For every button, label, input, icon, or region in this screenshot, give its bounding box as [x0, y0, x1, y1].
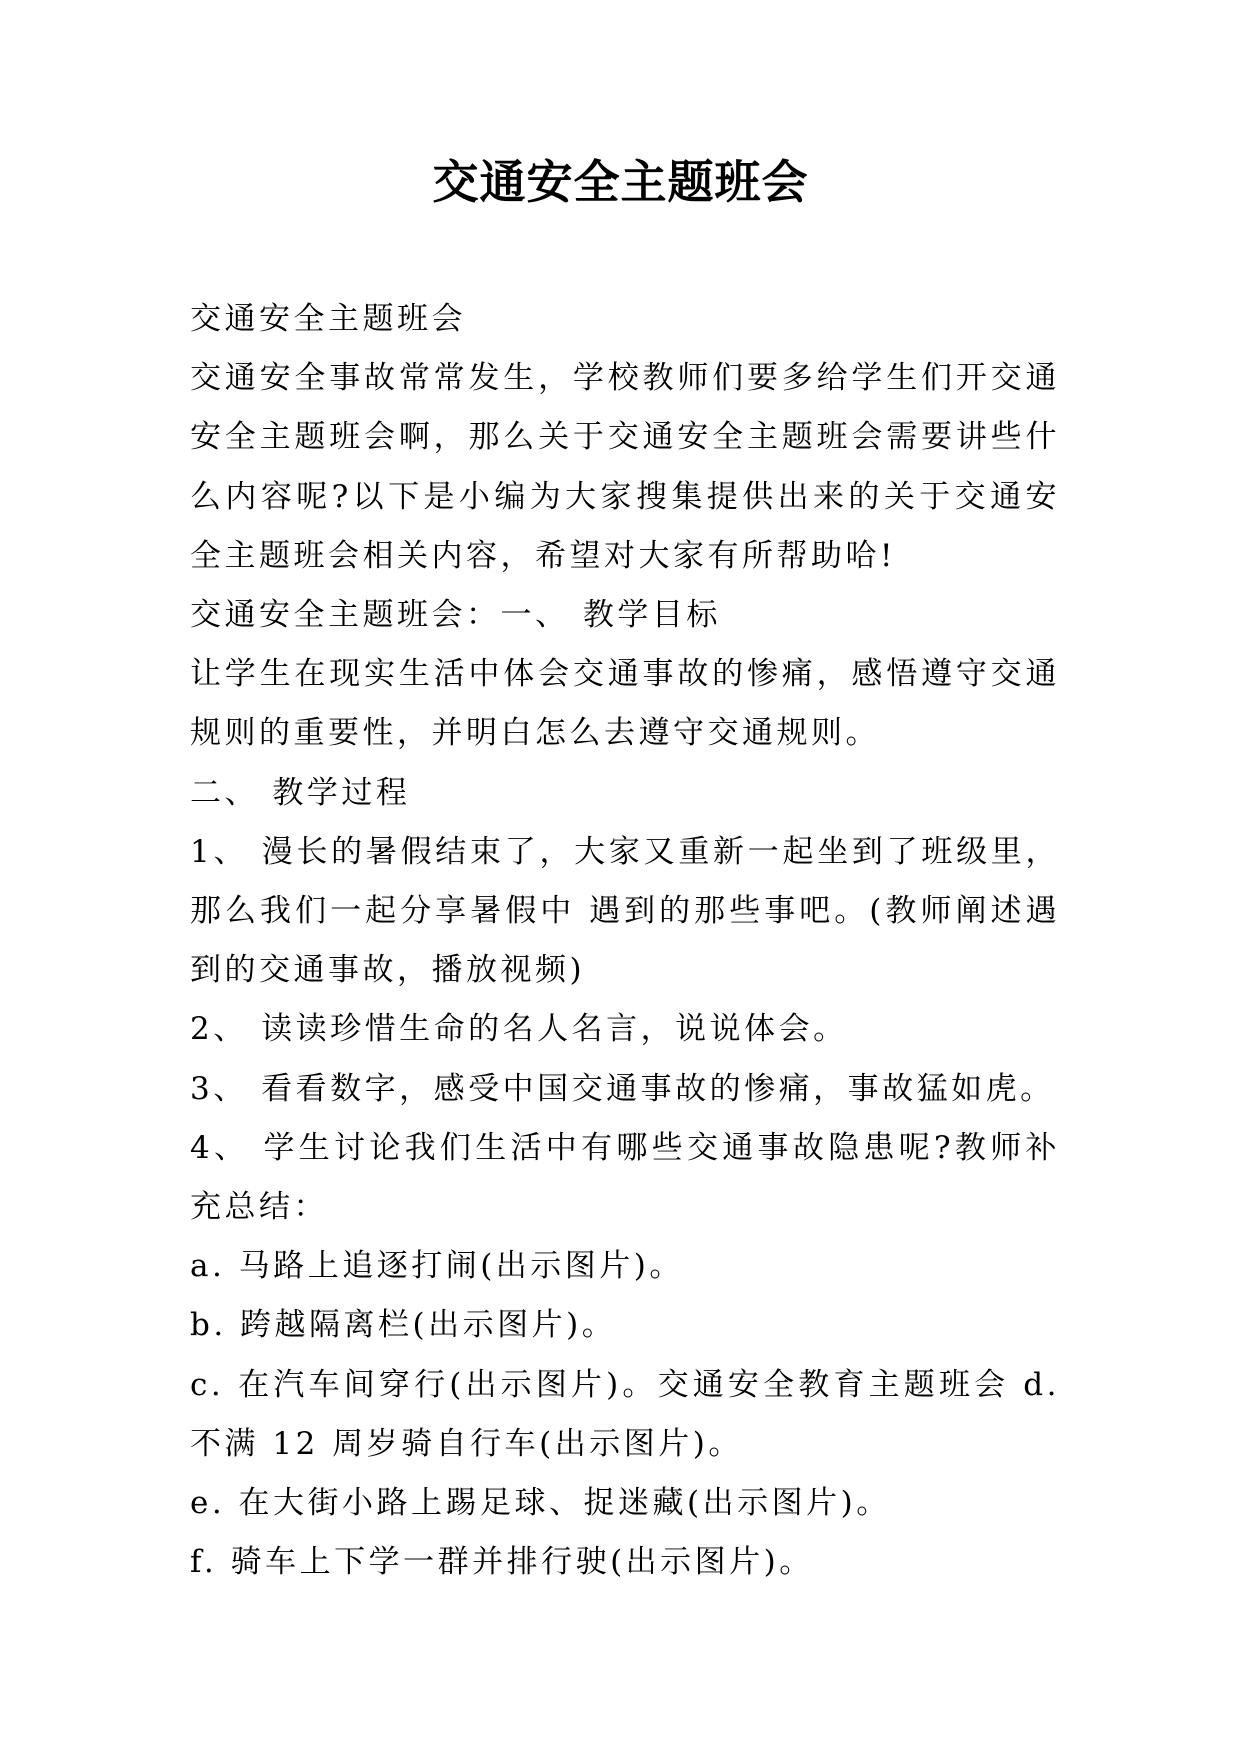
paragraph-step-1: 1、 漫长的暑假结束了，大家又重新一起坐到了班级里，那么我们一起分享暑假中 遇到的那些事吧。(教师阐述遇到的交通事故，播放视频) — [190, 833, 1060, 989]
paragraph-intro: 交通安全事故常常发生，学校教师们要多给学生们开交通安全主题班会啊，那么关于交通安全主题班会需要讲些什么内容呢?以下是小编为大家搜集提供出来的关于交通安全主题班会相关内容，希望对大家有所帮助哈! — [190, 360, 1060, 574]
paragraph-step-4: 4、 学生讨论我们生活中有哪些交通事故隐患呢?教师补充总结： — [190, 1129, 1060, 1226]
paragraph-item-c-d: c. 在汽车间穿行(出示图片)。交通安全教育主题班会 d. 不满 12 周岁骑自行车(出示图片)。 — [190, 1366, 1060, 1462]
paragraph-goal-text: 让学生在现实生活中体会交通事故的惨痛，感悟遵守交通规则的重要性，并明白怎么去遵守交通规则。 — [190, 656, 1060, 752]
paragraph-section-goal: 交通安全主题班会：一、 教学目标 — [190, 597, 721, 634]
document-body — [190, 290, 1060, 1592]
paragraph-step-3: 3、 看看数字，感受中国交通事故的惨痛，事故猛如虎。 — [190, 1070, 1055, 1107]
paragraph-item-b: b. 跨越隔离栏(出示图片)。 — [190, 1307, 617, 1344]
paragraph-item-f: f. 骑车上下学一群并排行驶(出示图片)。 — [190, 1544, 814, 1581]
paragraph-item-e: e. 在大街小路上踢足球、捉迷藏(出示图片)。 — [190, 1485, 891, 1522]
document-title: 交通安全主题班会 — [432, 155, 809, 209]
paragraph-step-2: 2、 读读珍惜生命的名人名言，说说体会。 — [190, 1011, 848, 1048]
paragraph-heading: 交通安全主题班会 — [190, 301, 466, 337]
paragraph-section-process: 二、 教学过程 — [190, 774, 411, 811]
paragraph-item-a: a. 马路上追逐打闹(出示图片)。 — [190, 1248, 684, 1285]
